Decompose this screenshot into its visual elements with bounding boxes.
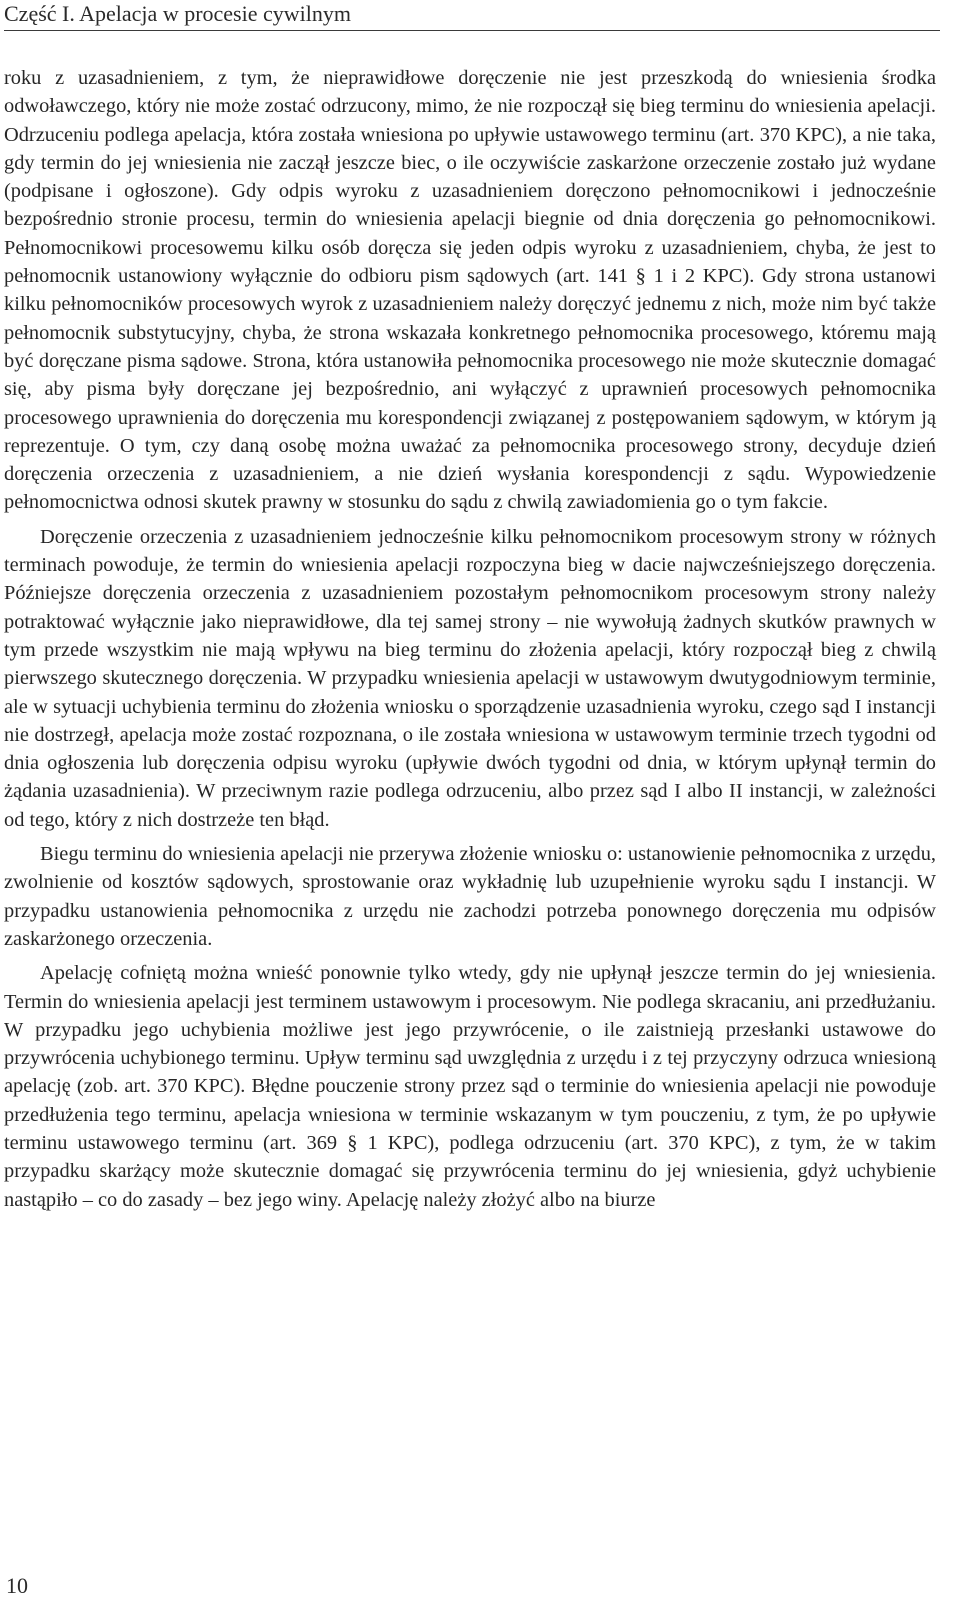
paragraph-4: Apelację cofniętą można wnieść ponownie tylko wtedy, gdy nie upłynął jeszcze termin do jej wniesienia. Termin do wniesienia apelacji jest terminem ustawowym i procesowym. Nie podlega skracaniu, ani przedłużaniu. W przypadku jego uchybienia możliwe jest jego przywrócenie, o ile zaistnieją przesłanki ustawowe do przywrócenia uchybionego terminu. Upływ terminu sąd uwzględnia z urzędu i z tej przyczyny odrzuca wniesioną apelację (zob. art. 370 KPC). Błędne pouczenie strony przez sąd o terminie do wniesienia apelacji nie powoduje przedłużenia tego terminu, apelacja wniesiona w terminie wskazanym w tym pouczeniu, z tym, że po upływie terminu ustawowego terminu (art. 369 § 1 KPC), podlega odrzuceniu (art. 370 KPC), z tym, że w takim przypadku skarżący może skutecznie domagać się przywrócenia terminu do jej wniesienia, gdyż uchybienie nastąpiło – co do zasady – bez jego winy. Apelację należy złożyć albo na biurze bbox=[4, 962, 936, 1211]
paragraph-3: Biegu terminu do wniesienia apelacji nie przerywa złożenie wniosku o: ustanowienie pełnomocnika z urzędu, zwolnienie od kosztów sądowych, sprostowanie oraz wykładnię lub uzupełnienie wyroku sądu I instancji. W przypadku ustanowienia pełnomocnika z urzędu nie zachodzi potrzeba ponownego doręczenia mu odpisów zaskarżonego orzeczenia. bbox=[4, 843, 936, 950]
running-header: Część I. Apelacja w procesie cywilnym bbox=[4, 0, 940, 31]
body-text bbox=[4, 64, 936, 1220]
paragraph-2: Doręczenie orzeczenia z uzasadnieniem jednocześnie kilku pełnomocnikom procesowym strony w różnych terminach powoduje, że termin do wniesienia apelacji rozpoczyna bieg w dacie najwcześniejszego doręczenia. Późniejsze doręczenia orzeczenia z uzasadnieniem pozostałym pełnomocnikom procesowym strony należy potraktować wyłącznie jako nieprawidłowe, dla tej samej strony – nie wywołują żadnych skutków prawnych w tym przede wszystkim nie mają wpływu na bieg terminu do złożenia apelacji, który rozpoczął bieg z chwilą pierwszego skutecznego doręczenia. W przypadku wniesienia apelacji w ustawowym dwutygodniowym terminie, ale w sytuacji uchybienia terminu do złożenia wniosku o sporządzenie uzasadnienia wyroku, czego sąd I instancji nie dostrzegł, apelacja może zostać rozpoznana, o ile została wniesiona w ustawowym terminie trzech tygodni od dnia ogłoszenia lub doręczenia odpisu wyroku (upływie dwóch tygodni od dnia, w którym upłynął termin do żądania uzasadnienia). W przeciwnym razie podlega odrzuceniu, albo przez sąd I albo II instancji, w zależności od tego, który z nich dostrzeże ten błąd. bbox=[4, 525, 936, 831]
page-number: 10 bbox=[6, 1573, 28, 1598]
paragraph-1: roku z uzasadnieniem, z tym, że nieprawidłowe doręczenie nie jest przeszkodą do wniesienia środka odwoławczego, który nie może zostać odrzucony, mimo, że nie rozpoczął się bieg terminu do wniesienia apelacji. Odrzuceniu podlega apelacja, która została wniesiona po upływie ustawowego terminu (art. 370 KPC), a nie taka, gdy termin do jej wniesienia nie zaczął jeszcze biec, o ile oczywiście zaskarżone orzeczenie zostało już wydane (podpisane i ogłoszone). Gdy odpis wyroku z uzasadnieniem doręczono pełnomocnikowi i jednocześnie bezpośrednio stronie procesu, termin do wniesienia apelacji biegnie od dnia doręczenia go pełnomocnikowi. Pełnomocnikowi procesowemu kilku osób doręcza się jeden odpis wyroku z uzasadnieniem, chyba, że jest to pełnomocnik ustanowiony wyłącznie do odbioru pism sądowych (art. 141 § 1 i 2 KPC). Gdy strona ustanowi kilku pełnomocników procesowych wyrok z uzasadnieniem należy doręczyć jednemu z nich, może nim być także pełnomocnik substytucyjny, chyba, że strona wskazała konkretnego pełnomocnika procesowego, któremu mają być doręczane pisma sądowe. Strona, która ustanowiła pełnomocnika procesowego nie może skutecznie domagać się, aby pisma były doręczane jej bezpośrednio, ani wyłączyć z uprawnień procesowych pełnomocnika procesowego uprawnienia do doręczenia mu korespondencji związanej z postępowaniem sądowym, w którym ją reprezentuje. O tym, czy daną osobę można uważać za pełnomocnika procesowego strony, decyduje dzień doręczenia orzeczenia z uzasadnieniem, a nie dzień wysłania korespondencji z sądu. Wypowiedzenie pełnomocnictwa odnosi skutek prawny w stosunku do sądu z chwilą zawiadomienia go o tym fakcie. bbox=[4, 67, 936, 514]
